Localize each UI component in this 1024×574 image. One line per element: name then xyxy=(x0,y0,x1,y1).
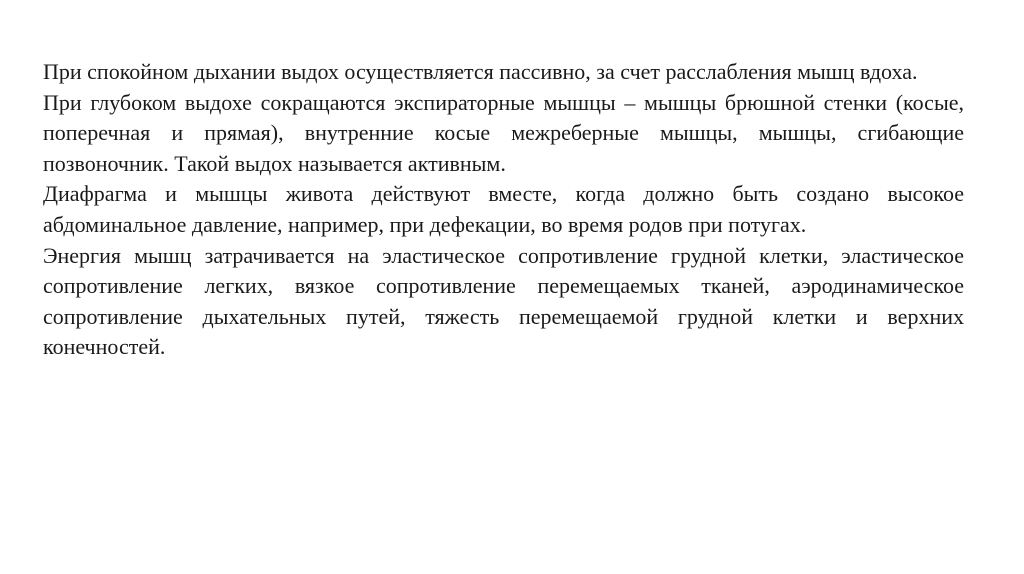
paragraph-muscle-energy: Энергия мышц затрачивается на эластическое сопротивление грудной клетки, эластическое сопротивление легких, вязкое сопротивление перемещаемых тканей, аэродинамическое сопротивление дыхательных путей, тяжесть перемещаемой грудной клетки и верхних конечностей. xyxy=(43,242,964,360)
body-text xyxy=(43,57,964,363)
paragraph-passive-exhale: При спокойном дыхании выдох осуществляется пассивно, за счет расслабления мышц вдоха. xyxy=(43,59,918,84)
paragraph-abdominal-pressure: Диафрагма и мышцы живота действуют вместе, когда должно быть создано высокое абдоминальное давление, например, при дефекации, во время родов при потугах. xyxy=(43,181,964,237)
paragraph-active-exhale: При глубоком выдохе сокращаются экспираторные мышцы – мышцы брюшной стенки (косые, поперечная и прямая), внутренние косые межреберные мышцы, мышцы, сгибающие позвоночник. Такой выдох называется активным. xyxy=(43,89,964,176)
